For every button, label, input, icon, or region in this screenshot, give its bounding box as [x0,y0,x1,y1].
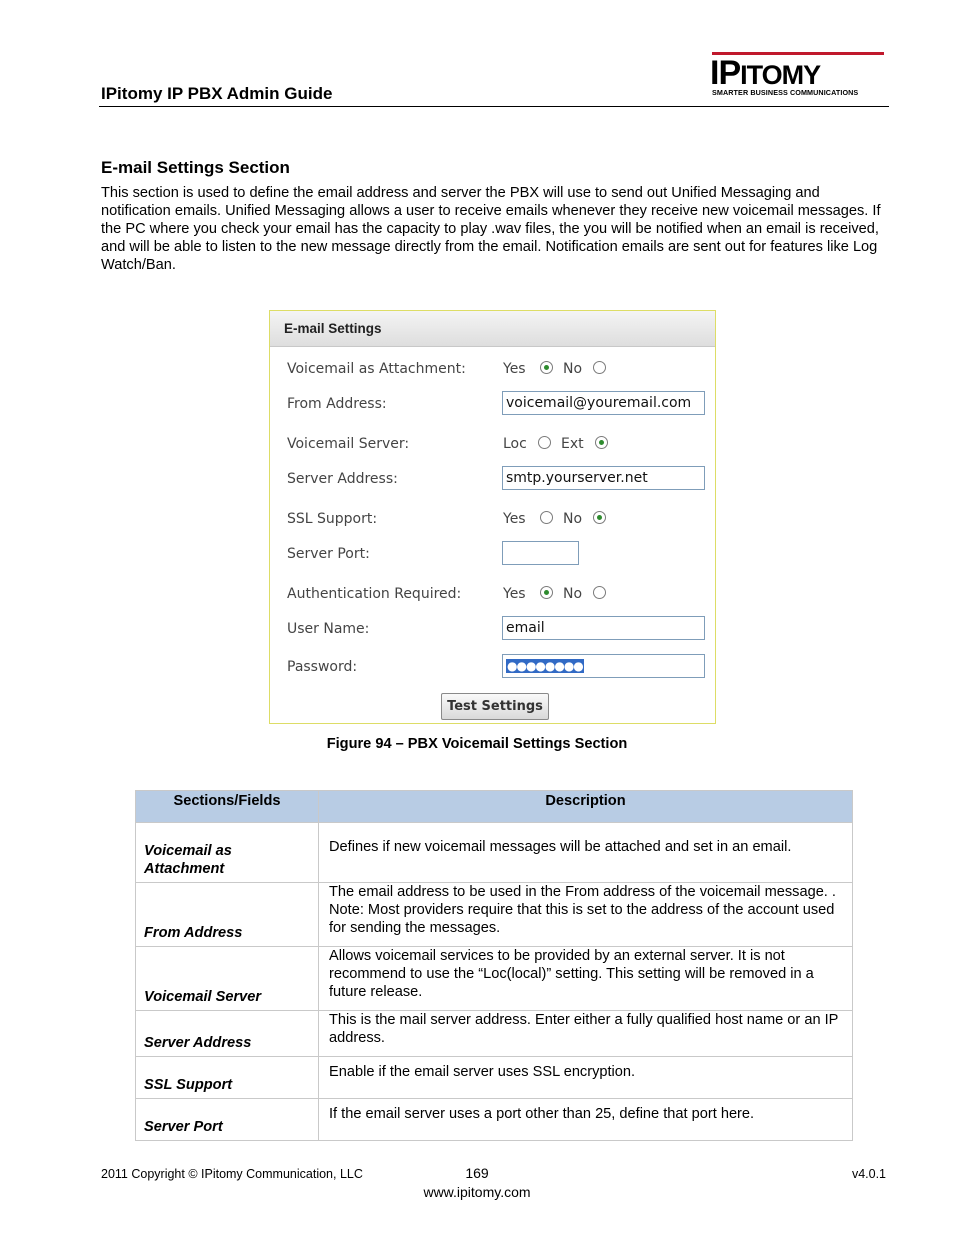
user-name-input[interactable]: email [502,616,705,640]
ssl-support-label: SSL Support: [287,511,378,527]
table-row [136,1057,853,1099]
ssl-support-no-radio[interactable] [593,511,606,524]
panel-title: E-mail Settings [284,321,382,336]
voicemail-server-row [270,431,715,459]
panel-header [270,311,715,347]
server-address-input[interactable]: smtp.yourserver.net [502,466,705,490]
email-settings-panel [269,310,716,724]
header-divider [99,106,889,107]
table-header-row [136,791,853,823]
field-description: If the email server uses a port other than 25, define that port here. [319,1099,853,1141]
logo-tagline: SMARTER BUSINESS COMMUNICATIONS [712,88,859,97]
server-port-input[interactable] [502,541,579,565]
table-row [136,947,853,1011]
voicemail-attachment-yes-label: Yes [503,361,526,377]
voicemail-server-loc-label: Loc [503,436,527,452]
from-address-row [270,391,715,419]
ssl-support-row [270,506,715,534]
field-name: Voicemail Server [136,947,319,1011]
from-address-label: From Address: [287,396,387,412]
server-port-row [270,541,715,569]
test-settings-button[interactable]: Test Settings [441,693,549,720]
voicemail-attachment-label: Voicemail as Attachment: [287,361,466,377]
table-row [136,1011,853,1057]
document-title: IPitomy IP PBX Admin Guide [101,84,333,103]
password-row [270,654,715,682]
password-masked-value: ●●●●●●●● [507,659,583,673]
table-row [136,823,853,883]
field-description: Enable if the email server uses SSL encryption. [319,1057,853,1099]
password-input[interactable] [502,654,705,678]
server-address-row [270,466,715,494]
field-name: SSL Support [136,1057,319,1099]
server-port-label: Server Port: [287,546,370,562]
field-description: The email address to be used in the From address of the voicemail message. . Note: Most providers require that this is set to the address of the account used for sending the messages. [319,883,853,947]
ssl-support-yes-radio[interactable] [540,511,553,524]
voicemail-server-loc-radio[interactable] [538,436,551,449]
figure-caption: Figure 94 – PBX Voicemail Settings Section [326,736,628,752]
from-address-input[interactable]: voicemail@youremail.com [502,391,705,415]
voicemail-attachment-row [270,356,715,384]
auth-required-no-radio[interactable] [593,586,606,599]
user-name-label: User Name: [287,621,370,637]
field-name: Server Port [136,1099,319,1141]
server-address-label: Server Address: [287,471,398,487]
field-name: Voicemail as Attachment [136,823,319,883]
field-description: Allows voicemail services to be provided by an external server. It is not recommend to use the “Loc(local)” setting. This setting will be removed in a future release. [319,947,853,1011]
header-description: Description [319,791,853,823]
footer-website: www.ipitomy.com [423,1184,531,1200]
auth-required-row [270,581,715,609]
header-sections-fields: Sections/Fields [136,791,319,823]
table-row [136,1099,853,1141]
section-heading: E-mail Settings Section [101,158,290,177]
field-description: This is the mail server address. Enter either a fully qualified host name or an IP address. [319,1011,853,1057]
auth-required-yes-label: Yes [503,586,526,602]
voicemail-server-label: Voicemail Server: [287,436,410,452]
ssl-support-no-label: No [563,511,583,527]
fields-table [135,790,853,1141]
password-label: Password: [287,659,358,675]
auth-required-yes-radio[interactable] [540,586,553,599]
field-name: Server Address [136,1011,319,1057]
user-name-row [270,616,715,644]
voicemail-attachment-no-label: No [563,361,583,377]
auth-required-label: Authentication Required: [287,586,462,602]
field-description: Defines if new voicemail messages will be attached and set in an email. [319,823,853,883]
ipitomy-logo [710,50,886,100]
ssl-support-yes-label: Yes [503,511,526,527]
voicemail-server-ext-radio[interactable] [595,436,608,449]
voicemail-server-ext-label: Ext [561,436,584,452]
page-number: 169 [465,1165,489,1181]
footer-copyright: 2011 Copyright © IPitomy Communication, LLC [101,1167,363,1181]
section-body: This section is used to define the email address and server the PBX will use to send out Unified Messaging and notification emails. Unified Messaging allows a user to receive emails whenever they receive new voicemail messages. If the PC where you check your email has the capacity to play .wav files, the you will be notified when an email is received, and will be able to listen to the new message directly from the email. Notification emails are sent out for features like Log Watch/Ban. [101,185,881,273]
voicemail-attachment-no-radio[interactable] [593,361,606,374]
logo-wordmark: IPITOMY [710,54,821,92]
field-name: From Address [136,883,319,947]
voicemail-attachment-yes-radio[interactable] [540,361,553,374]
auth-required-no-label: No [563,586,583,602]
table-row [136,883,853,947]
footer-version: v4.0.1 [851,1167,886,1181]
